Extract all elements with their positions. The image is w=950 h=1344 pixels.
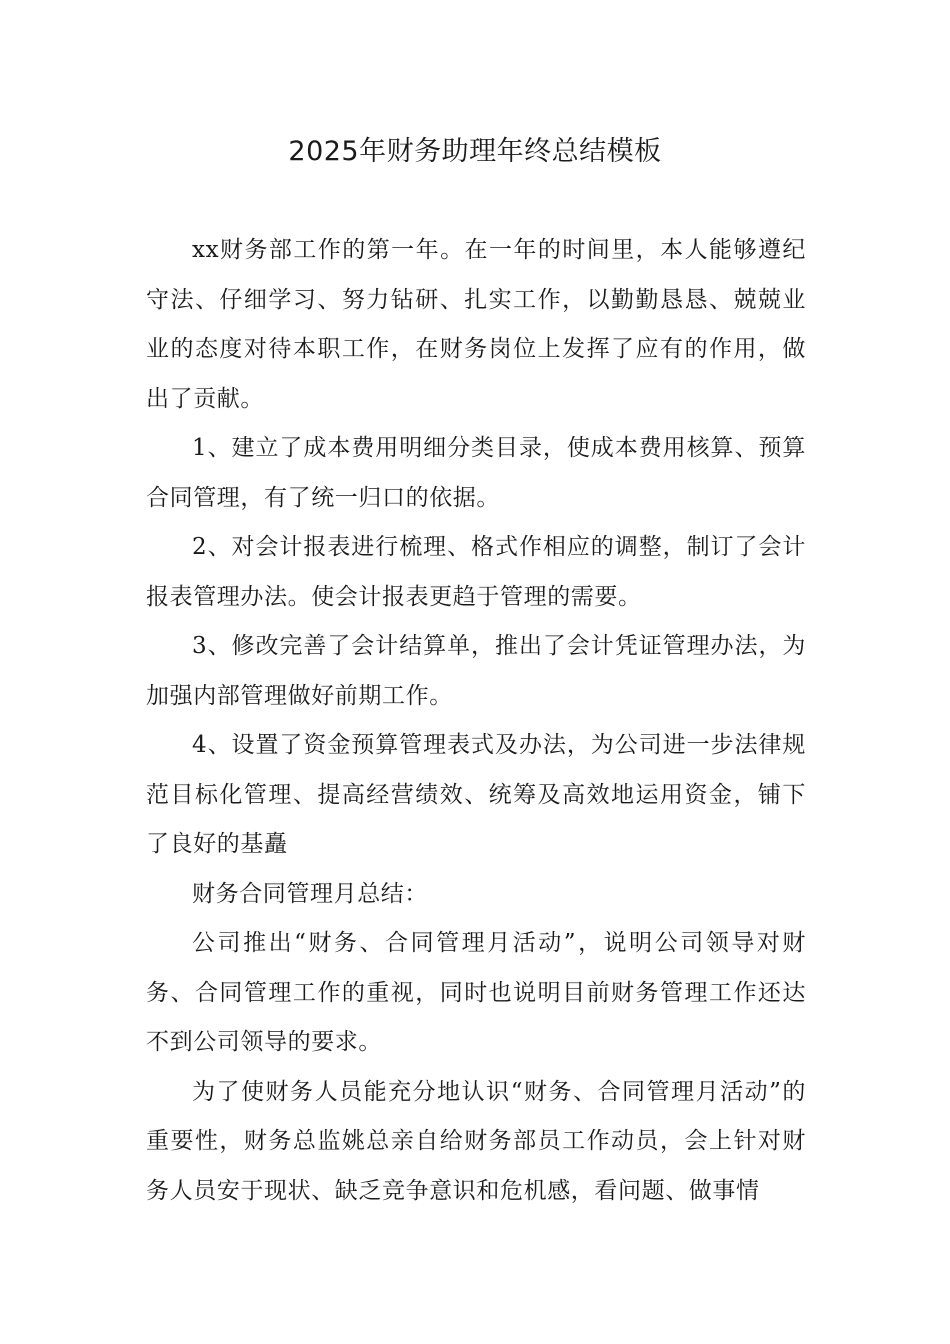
document-body — [146, 226, 806, 1216]
section-heading: 财务合同管理月总结： — [192, 880, 428, 907]
paragraph-summary-2: 为了使财务人员能充分地认识“财务、合同管理月活动”的重要性，财务总监姚总亲自给财务部员工作动员，会上针对财务人员安于现状、缺乏竞争意识和危机感，看问题、做事情 — [146, 1078, 806, 1204]
paragraph-item-2: 2、对会计报表进行梳理、格式作相应的调整，制订了会计报表管理办法。使会计报表更趋于管理的需要。 — [146, 534, 806, 610]
paragraph-item-1: 1、建立了成本费用明细分类目录，使成本费用核算、预算合同管理，有了统一归口的依据。 — [146, 435, 806, 511]
paragraph-intro: xx财务部工作的第一年。在一年的时间里，本人能够遵纪守法、仔细学习、努力钻研、扎实工作，以勤勤恳恳、兢兢业业的态度对待本职工作，在财务岗位上发挥了应有的作用，做出了贡献。 — [146, 237, 806, 412]
document-title: 2025年财务助理年终总结模板 — [288, 136, 662, 167]
paragraph-item-4: 4、设置了资金预算管理表式及办法，为公司进一步法律规范目标化管理、提高经营绩效、统筹及高效地运用资金，铺下了良好的基矗 — [146, 732, 806, 857]
paragraph-item-3: 3、修改完善了会计结算单，推出了会计凭证管理办法，为加强内部管理做好前期工作。 — [146, 633, 806, 709]
paragraph-summary-1: 公司推出“财务、合同管理月活动”，说明公司领导对财务、合同管理工作的重视，同时也说明目前财务管理工作还达不到公司领导的要求。 — [146, 930, 806, 1055]
